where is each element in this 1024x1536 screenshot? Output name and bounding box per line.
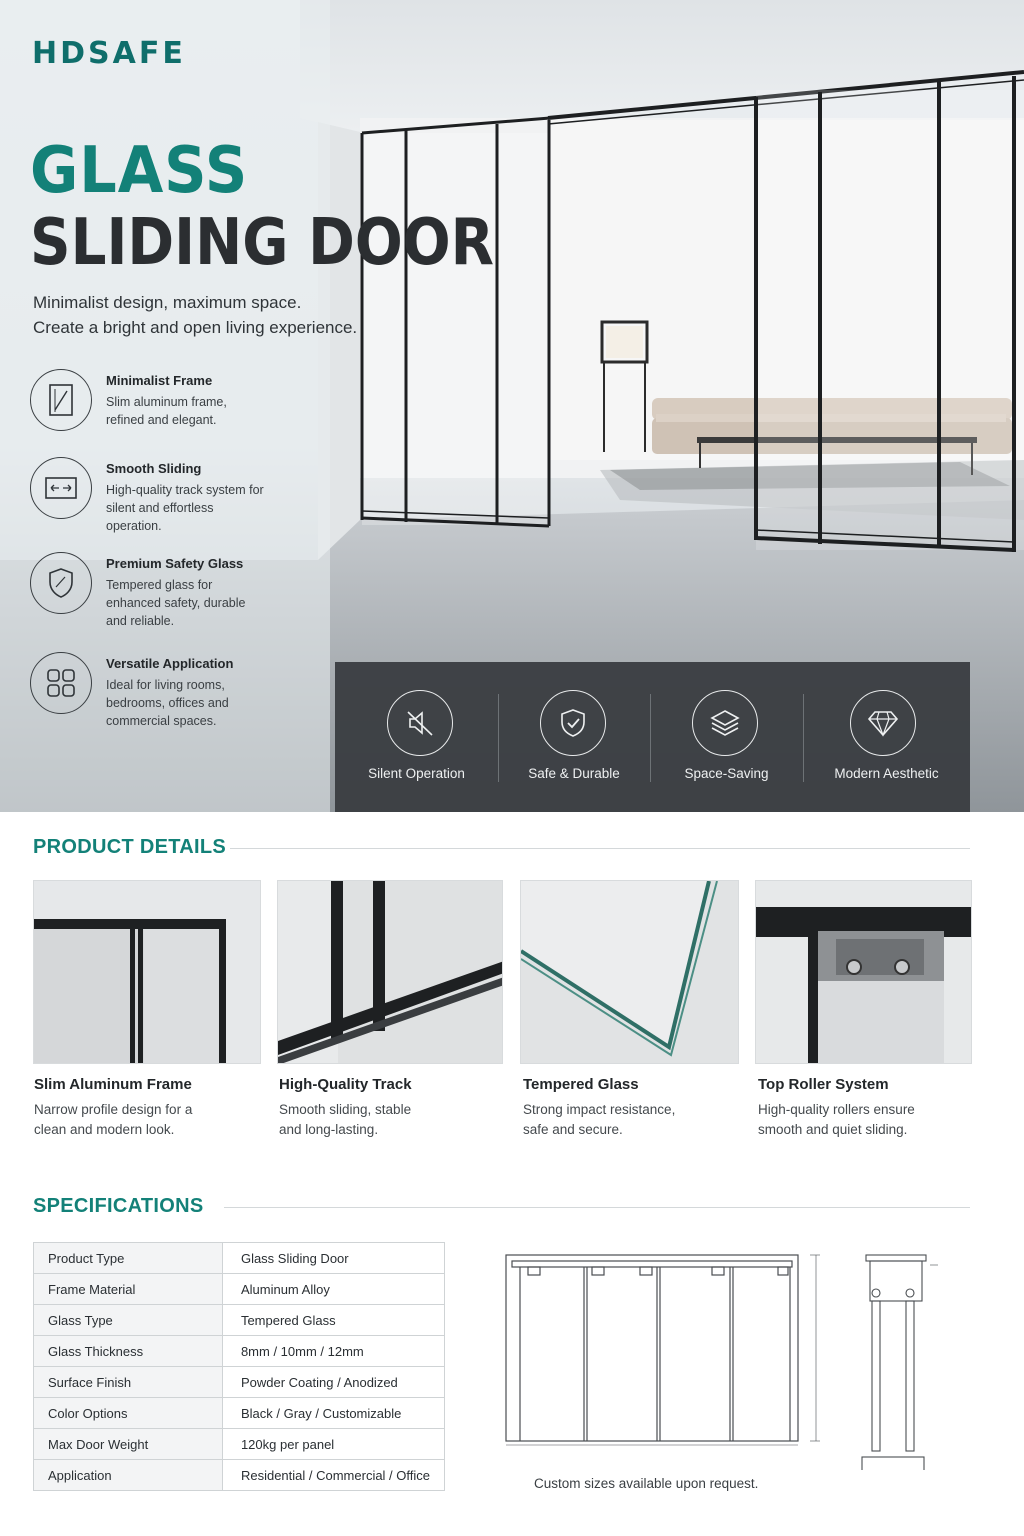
detail-desc-line: Strong impact resistance, bbox=[523, 1102, 676, 1117]
spec-key: Max Door Weight bbox=[34, 1429, 223, 1460]
spec-value: 8mm / 10mm / 12mm bbox=[222, 1336, 444, 1367]
feature-minimalist-frame bbox=[30, 369, 330, 449]
highlights-bar bbox=[335, 662, 970, 812]
brand-logo: HDSAFE bbox=[32, 36, 186, 71]
shield-icon bbox=[30, 552, 92, 614]
highlight-modern-aesthetic bbox=[803, 662, 970, 812]
table-row bbox=[34, 1274, 445, 1305]
detail-title: Tempered Glass bbox=[523, 1076, 639, 1093]
table-row bbox=[34, 1367, 445, 1398]
highlight-label: Space-Saving bbox=[684, 766, 769, 781]
feature-title: Versatile Application bbox=[106, 656, 234, 671]
feature-premium-safety-glass bbox=[30, 552, 330, 632]
table-row bbox=[34, 1243, 445, 1274]
detail-desc bbox=[758, 1100, 915, 1140]
shield-check-icon bbox=[540, 690, 606, 756]
spec-table bbox=[33, 1242, 445, 1491]
highlight-space-saving bbox=[650, 662, 803, 812]
layers-icon bbox=[692, 690, 758, 756]
feature-desc: High-quality track system for silent and effortless operation. bbox=[106, 483, 264, 533]
spec-value: 120kg per panel bbox=[222, 1429, 444, 1460]
detail-desc bbox=[523, 1100, 675, 1140]
spec-value: Black / Gray / Customizable bbox=[222, 1398, 444, 1429]
highlight-safe-durable bbox=[498, 662, 650, 812]
spec-key: Frame Material bbox=[34, 1274, 223, 1305]
detail-title: Top Roller System bbox=[758, 1076, 889, 1093]
diamond-icon bbox=[850, 690, 916, 756]
table-row bbox=[34, 1336, 445, 1367]
spec-key: Glass Type bbox=[34, 1305, 223, 1336]
custom-sizes-note: Custom sizes available upon request. bbox=[534, 1476, 759, 1491]
feature-smooth-sliding bbox=[30, 457, 330, 537]
tagline-line1: Minimalist design, maximum space. bbox=[33, 293, 302, 312]
detail-high-quality-track bbox=[277, 880, 503, 1150]
track-closeup-image bbox=[277, 880, 503, 1064]
product-details-heading: PRODUCT DETAILS bbox=[33, 836, 227, 858]
detail-desc-line: clean and modern look. bbox=[34, 1122, 175, 1137]
frame-icon bbox=[30, 369, 92, 431]
technical-drawing bbox=[500, 1245, 950, 1470]
hero-title-line2: SLIDING DOOR bbox=[30, 206, 494, 280]
divider bbox=[224, 1207, 970, 1208]
table-row bbox=[34, 1460, 445, 1491]
feature-desc: Ideal for living rooms, bedrooms, offices and commercial spaces. bbox=[106, 678, 229, 728]
detail-desc-line: Smooth sliding, stable bbox=[279, 1102, 412, 1117]
detail-desc-line: smooth and quiet sliding. bbox=[758, 1122, 908, 1137]
spec-value: Tempered Glass bbox=[222, 1305, 444, 1336]
highlight-silent-operation bbox=[335, 662, 498, 812]
feature-desc: Slim aluminum frame, refined and elegant. bbox=[106, 395, 227, 427]
glass-edge-image bbox=[520, 880, 739, 1064]
detail-desc-line: and long-lasting. bbox=[279, 1122, 379, 1137]
divider bbox=[230, 848, 970, 849]
spec-value: Aluminum Alloy bbox=[222, 1274, 444, 1305]
detail-desc bbox=[34, 1100, 192, 1140]
spec-value: Residential / Commercial / Office bbox=[222, 1460, 444, 1491]
detail-slim-aluminum-frame bbox=[33, 880, 261, 1150]
spec-key: Product Type bbox=[34, 1243, 223, 1274]
hero-tagline bbox=[33, 290, 357, 340]
feature-title: Minimalist Frame bbox=[106, 373, 213, 388]
hero-title-line1: GLASS bbox=[30, 134, 249, 208]
grid-icon bbox=[30, 652, 92, 714]
detail-tempered-glass bbox=[520, 880, 739, 1150]
feature-versatile-application bbox=[30, 652, 330, 732]
tagline-line2: Create a bright and open living experience. bbox=[33, 318, 358, 337]
mute-icon bbox=[387, 690, 453, 756]
highlight-label: Modern Aesthetic bbox=[834, 766, 939, 781]
detail-desc-line: safe and secure. bbox=[523, 1122, 623, 1137]
spec-key: Application bbox=[34, 1460, 223, 1491]
detail-top-roller-system bbox=[755, 880, 972, 1150]
frame-closeup-image bbox=[33, 880, 261, 1064]
spec-value: Glass Sliding Door bbox=[222, 1243, 444, 1274]
feature-title: Premium Safety Glass bbox=[106, 556, 244, 571]
highlight-label: Safe & Durable bbox=[528, 766, 620, 781]
detail-desc-line: Narrow profile design for a bbox=[34, 1102, 193, 1117]
detail-desc-line: High-quality rollers ensure bbox=[758, 1102, 915, 1117]
highlight-label: Silent Operation bbox=[368, 766, 465, 781]
detail-title: Slim Aluminum Frame bbox=[34, 1076, 192, 1093]
detail-desc bbox=[279, 1100, 411, 1140]
table-row bbox=[34, 1398, 445, 1429]
feature-title: Smooth Sliding bbox=[106, 461, 202, 476]
specifications-heading: SPECIFICATIONS bbox=[33, 1195, 204, 1217]
spec-key: Glass Thickness bbox=[34, 1336, 223, 1367]
sliding-arrows-icon bbox=[30, 457, 92, 519]
table-row bbox=[34, 1305, 445, 1336]
table-row bbox=[34, 1429, 445, 1460]
spec-value: Powder Coating / Anodized bbox=[222, 1367, 444, 1398]
detail-title: High-Quality Track bbox=[279, 1076, 412, 1093]
roller-closeup-image bbox=[755, 880, 972, 1064]
feature-desc: Tempered glass for enhanced safety, durable and reliable. bbox=[106, 578, 246, 628]
spec-key: Color Options bbox=[34, 1398, 223, 1429]
spec-key: Surface Finish bbox=[34, 1367, 223, 1398]
